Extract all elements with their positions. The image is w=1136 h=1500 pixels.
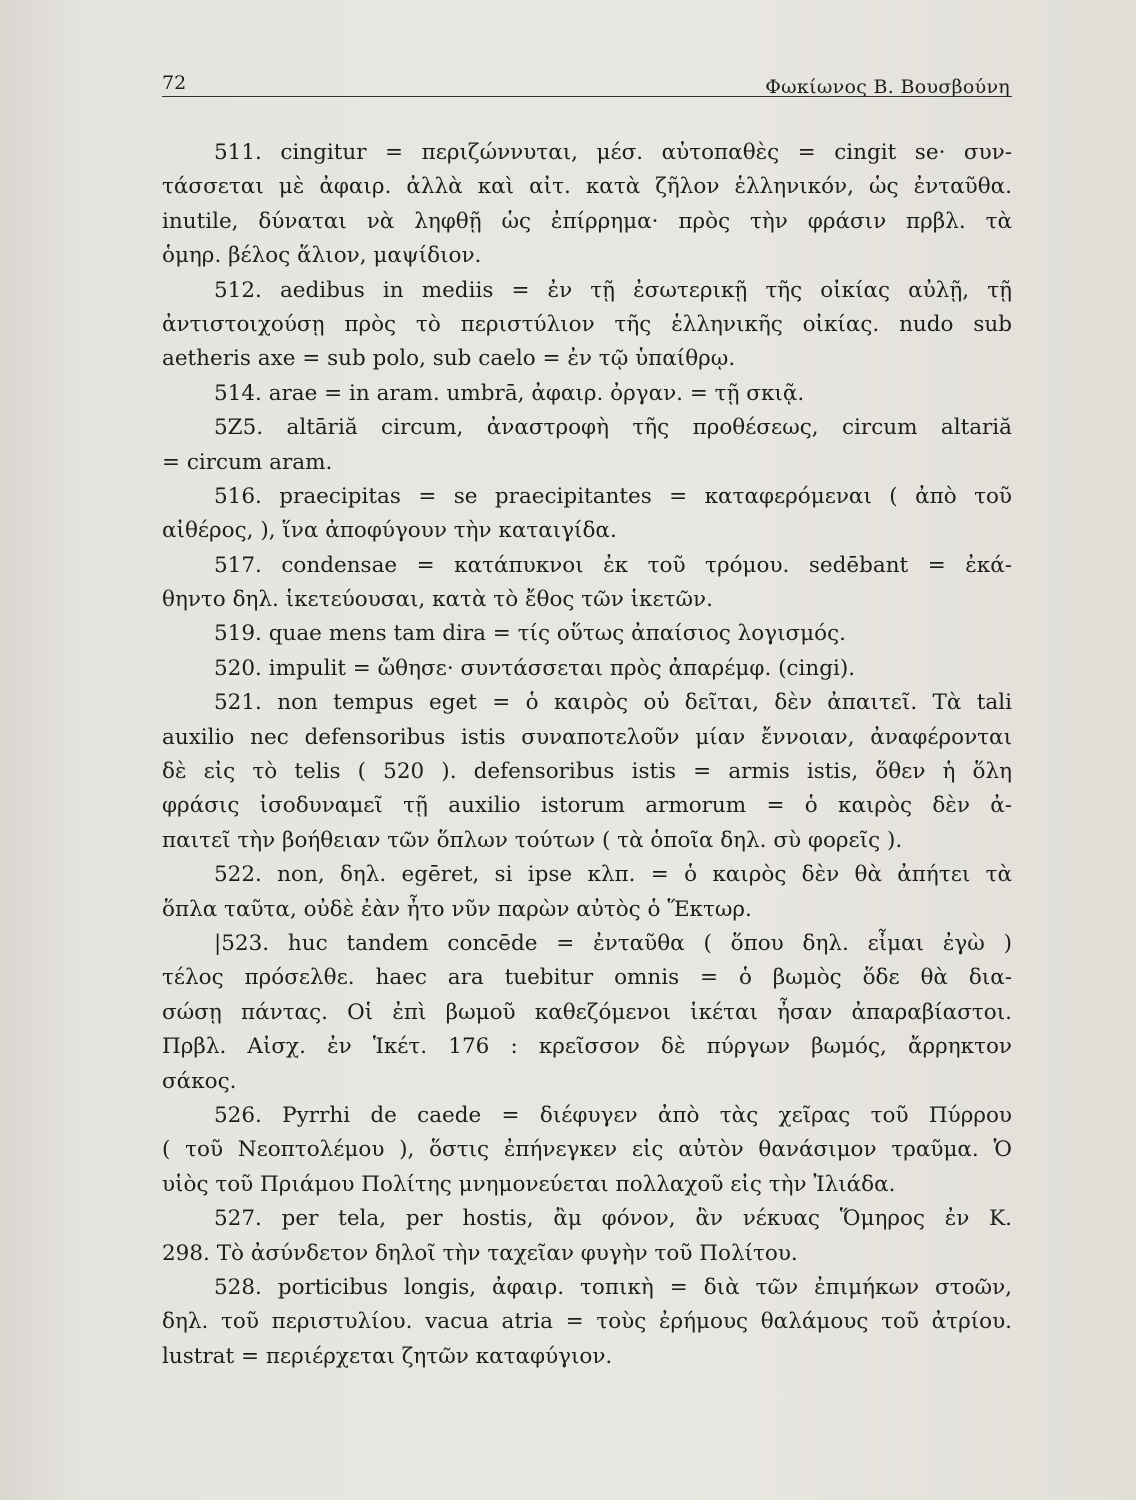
page-header	[162, 66, 1012, 97]
text-line: 512. aedibus in mediis = ἐν τῇ ἐσωτερικῇ τῆς οἰκίας αὐλῇ, τῇ	[214, 277, 1012, 303]
text-line: υἱὸς τοῦ Πριάμου Πολίτης μνημονεύεται πολλαχοῦ εἰς τὴν Ἰλιάδα.	[162, 1171, 896, 1197]
text-line: ( τοῦ Νεοπτολέμου ), ὅστις ἐπήνεγκεν εἰς αὐτὸν θανάσιμον τραῦμα. Ὁ	[162, 1137, 1012, 1163]
text-line: παιτεῖ τὴν βοήθειαν τῶν ὅπλων τούτων ( τὰ ὁποῖα δηλ. σὺ φορεῖς ).	[162, 827, 903, 853]
text-line: 511. cingitur = περιζώννυται, μέσ. αὐτοπαθὲς = cingit se· συν-	[214, 140, 1012, 165]
text-line: 517. condensae = κατάπυκνοι ἐκ τοῦ τρόμου. sedēbant = ἐκά-	[214, 552, 1012, 578]
text-line: θηντο δηλ. ἱκετεύουσαι, κατὰ τὸ ἔθος τῶν ἱκετῶν.	[162, 587, 713, 613]
text-line: δὲ εἰς τὸ telis ( 520 ). defensoribus istis = armis istis, ὅθεν ἡ ὅλη	[162, 759, 1012, 785]
text-line: αἰθέρος, ), ἵνα ἀποφύγουν τὴν καταιγίδα.	[162, 518, 617, 544]
text-line: 520. impulit = ὤθησε· συντάσσεται πρὸς ἀπαρέμφ. (cingi).	[214, 655, 856, 681]
text-line: σώσῃ πάντας. Οἱ ἐπὶ βωμοῦ καθεζόμενοι ἱκέται ἦσαν ἀπαραβίαστοι.	[162, 999, 1012, 1025]
text-line: 516. praecipitas = se praecipitantes = καταφερόμεναι ( ἀπὸ τοῦ	[214, 483, 1012, 509]
text-line: 514. arae = in aram. umbrā, ἀφαιρ. ὀργαν. = τῇ σκιᾷ.	[214, 380, 805, 406]
text-line: = circum aram.	[162, 449, 333, 475]
text-line: Πρβλ. Αἰσχ. ἐν Ἱκέτ. 176 : κρεῖσσον δὲ πύργων βωμός, ἄρρηκτον	[162, 1034, 1012, 1060]
text-line: 528. porticibus longis, ἀφαιρ. τοπικὴ = διὰ τῶν ἐπιμήκων στοῶν,	[214, 1274, 1012, 1300]
text-line: 519. quae mens tam dira = τίς οὕτως ἀπαίσιος λογισμός.	[214, 621, 846, 647]
text-line: τέλος πρόσελθε. haec ara tuebitur omnis = ὁ βωμὸς ὅδε θὰ δια-	[162, 965, 1012, 991]
text-line: lustrat = περιέρχεται ζητῶν καταφύγιον.	[162, 1343, 613, 1369]
running-head: Φωκίωνος Β. Βουσβούνη	[765, 76, 1010, 98]
text-line: auxilio nec defensoribus istis συναποτελοῦν μίαν ἔννοιαν, ἀναφέρονται	[162, 724, 1012, 750]
text-line: 298. Τὸ ἀσύνδετον δηλοῖ τὴν ταχεῖαν φυγὴν τοῦ Πολίτου.	[162, 1240, 798, 1266]
text-line: 527. per tela, per hostis, ἂμ φόνον, ἂν νέκυας Ὅμηρος ἐν Κ.	[214, 1206, 1012, 1232]
text-line: 521. non tempus eget = ὁ καιρὸς οὐ δεῖται, δὲν ἀπαιτεῖ. Τὰ tali	[214, 690, 1012, 716]
commentary-text	[162, 136, 1012, 1374]
text-line: 5Ζ5. altāriă circum, ἀναστροφὴ τῆς προθέσεως, circum altariă	[214, 415, 1012, 441]
text-line: φράσις ἰσοδυναμεῖ τῇ auxilio istorum armorum = ὁ καιρὸς δὲν ἀ-	[162, 793, 1012, 819]
text-line: 522. non, δηλ. egēret, si ipse κλπ. = ὁ καιρὸς δὲν θὰ ἀπήτει τὰ	[214, 862, 1012, 888]
text-line: |523. huc tandem concēde = ἐνταῦθα ( ὅπου δηλ. εἶμαι ἐγὼ )	[214, 930, 1012, 956]
page-number: 72	[162, 72, 187, 94]
text-line: ὁμηρ. βέλος ἅλιον, μαψίδιον.	[162, 243, 482, 269]
text-line: δηλ. τοῦ περιστυλίου. vacua atria = τοὺς ἐρήμους θαλάμους τοῦ ἀτρίου.	[162, 1309, 1012, 1335]
text-line: τάσσεται μὲ ἀφαιρ. ἀλλὰ καὶ αἰτ. κατὰ ζῆλον ἑλληνικόν, ὡς ἐνταῦθα.	[162, 174, 1012, 200]
text-line: ὅπλα ταῦτα, οὐδὲ ἐὰν ἦτο νῦν παρὼν αὐτὸς ὁ Ἕκτωρ.	[162, 896, 752, 922]
text-line: inutile, δύναται νὰ ληφθῇ ὡς ἐπίρρημα· πρὸς τὴν φράσιν πρβλ. τὰ	[162, 208, 1012, 234]
text-line: σάκος.	[162, 1068, 237, 1094]
text-line: aetheris axe = sub polo, sub caelo = ἐν τῷ ὑπαίθρῳ.	[162, 346, 736, 372]
text-line: ἀντιστοιχούσῃ πρὸς τὸ περιστύλιον τῆς ἑλληνικῆς οἰκίας. nudo sub	[162, 311, 1012, 337]
text-line: 526. Pyrrhi de caede = διέφυγεν ἀπὸ τὰς χεῖρας τοῦ Πύρρου	[214, 1102, 1012, 1128]
